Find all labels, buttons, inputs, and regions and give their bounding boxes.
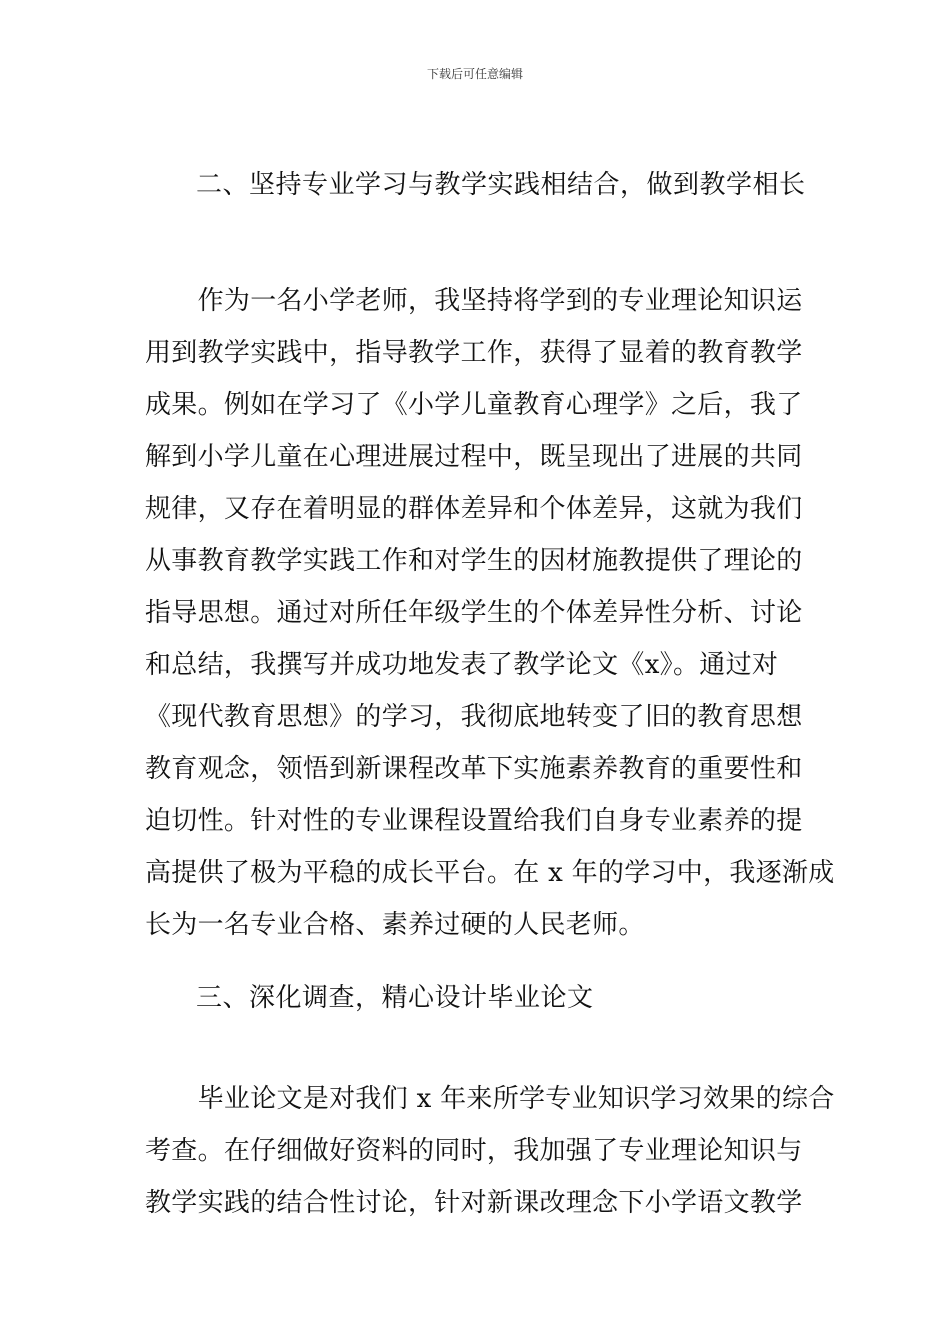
paragraph-line: 指导思想。通过对所任年级学生的个体差异性分析、讨论 bbox=[145, 598, 803, 628]
paragraph-line: 《现代教育思想》的学习，我彻底地转变了旧的教育思想 bbox=[145, 702, 803, 732]
paragraph-line: 长为一名专业合格、素养过硬的人民老师。 bbox=[145, 910, 645, 940]
paragraph-line: 教学实践的结合性讨论，针对新课改理念下小学语文教学 bbox=[145, 1188, 803, 1218]
paragraph-line: 规律，又存在着明显的群体差异和个体差异，这就为我们 bbox=[145, 494, 803, 524]
section-3-heading: 三、深化调查，精心设计毕业论文 bbox=[196, 983, 594, 1013]
paragraph-line: 从事教育教学实践工作和对学生的因材施教提供了理论的 bbox=[145, 546, 803, 576]
section-2-paragraph bbox=[145, 275, 835, 951]
paragraph-line: 迫切性。针对性的专业课程设置给我们自身专业素养的提 bbox=[145, 806, 803, 836]
paragraph-line: 教育观念，领悟到新课程改革下实施素养教育的重要性和 bbox=[145, 754, 803, 784]
paragraph-line: 考查。在仔细做好资料的同时，我加强了专业理论知识与 bbox=[145, 1136, 803, 1166]
section-2-heading: 二、坚持专业学习与教学实践相结合，做到教学相长 bbox=[196, 170, 806, 200]
paragraph-line: 成果。例如在学习了《小学儿童教育心理学》之后，我了 bbox=[145, 390, 803, 420]
header-note: 下载后可任意编辑 bbox=[426, 67, 523, 81]
paragraph-line: 和总结，我撰写并成功地发表了教学论文《x》。通过对 bbox=[145, 650, 779, 680]
paragraph-line: 用到教学实践中，指导教学工作，获得了显着的教育教学 bbox=[145, 338, 803, 368]
section-3-paragraph bbox=[145, 1073, 835, 1229]
paragraph-line: 高提供了极为平稳的成长平台。在 x 年的学习中，我逐渐成 bbox=[145, 858, 835, 888]
paragraph-line: 解到小学儿童在心理进展过程中，既呈现出了进展的共同 bbox=[145, 442, 803, 472]
paragraph-line: 毕业论文是对我们 x 年来所学专业知识学习效果的综合 bbox=[145, 1084, 835, 1114]
paragraph-line: 作为一名小学老师，我坚持将学到的专业理论知识运 bbox=[145, 286, 803, 316]
